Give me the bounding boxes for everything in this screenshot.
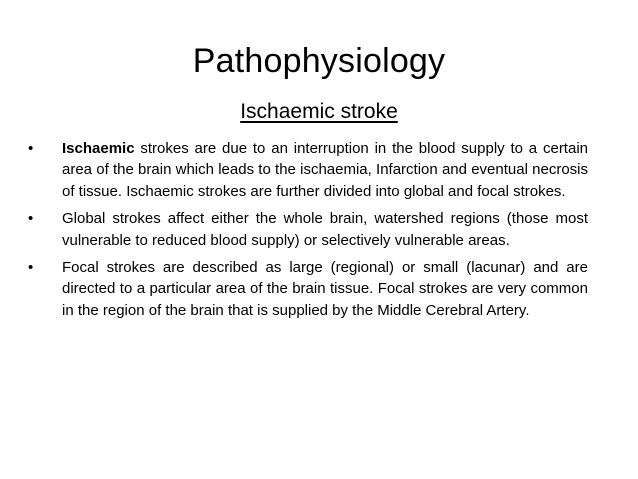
bullet-item-focal [28,257,588,321]
bullet-text: strokes are due to an interruption in the blood supply to a certain area of the brain which leads to the ischaemia, Infarction and eventual necrosis of tissue. Ischaemic strokes are further divided into global and focal strokes. [62,140,588,200]
bullet-list [28,138,588,327]
bullet-item-global [28,208,588,251]
slide-title: Pathophysiology [192,42,446,80]
bullet-icon: • [28,140,34,157]
bullet-item-ischaemic [28,138,588,202]
slide-subtitle [0,98,638,126]
slide-subtitle-text: Ischaemic stroke [240,100,398,123]
bullet-bold-lead: Ischaemic [62,140,135,157]
bullet-text: Focal strokes are described as large (regional) or small (lacunar) and are directed to a particular area of the brain tissue. Focal strokes are very common in the region of the brain that is supplied by the Middle Cerebral Artery. [62,259,588,319]
bullet-icon: • [28,210,34,228]
bullet-text: Global strokes affect either the whole brain, watershed regions (those most vulnerable to reduced blood supply) or selectively vulnerable areas. [62,210,588,249]
bullet-icon: • [28,259,34,277]
